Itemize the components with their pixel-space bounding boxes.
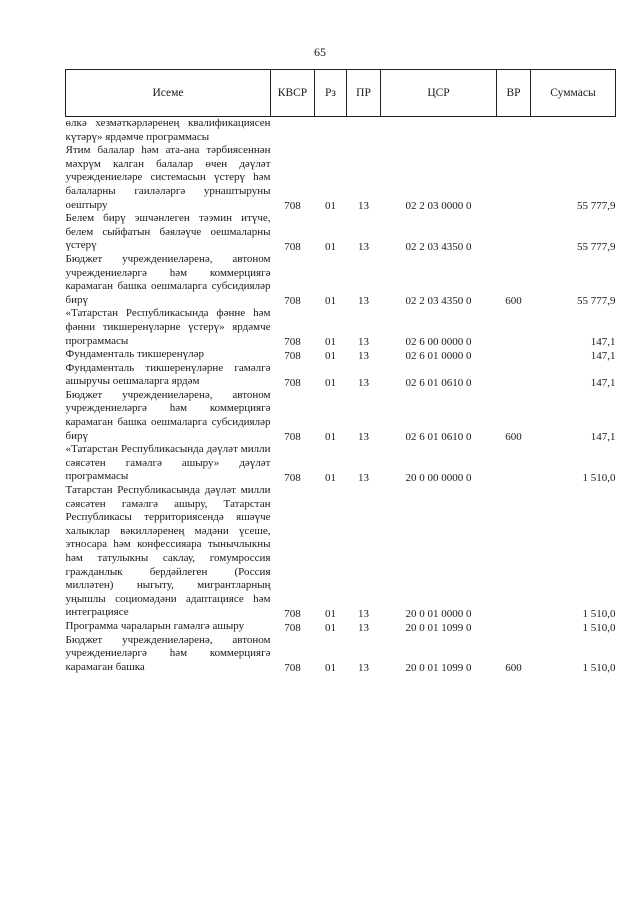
table-row [66, 484, 616, 620]
row-kvsr: 708 [284, 349, 301, 362]
page-number: 65 [314, 45, 326, 59]
row-sum: 147,1 [590, 431, 616, 444]
table-row [66, 144, 616, 212]
header-vr: ВР [497, 70, 531, 117]
row-csr: 20 0 00 0000 0 [405, 472, 472, 485]
header-pr: ПР [347, 70, 381, 117]
table-row [66, 212, 616, 253]
row-vr [497, 307, 531, 348]
row-pr: 13 [358, 472, 369, 485]
row-sum: 1 510,0 [582, 621, 616, 634]
table-row [66, 634, 616, 675]
row-kvsr: 708 [284, 607, 301, 620]
table-row [66, 117, 616, 145]
row-name: «Татарстан Республикасында дәүләт милли сәясәтен гамәлгә ашыру» дәүләт программасы [65, 443, 271, 483]
row-rz: 01 [325, 431, 336, 444]
row-pr: 13 [358, 200, 369, 213]
row-rz: 01 [325, 621, 336, 634]
row-sum: 1 510,0 [582, 472, 616, 485]
row-kvsr: 708 [284, 200, 301, 213]
row-vr: 600 [505, 295, 522, 308]
row-name: Бюджет учреждениеләренә, автоном учреждениеләргә һәм коммерциягә карамаган башка оешмаларга субсидияләр бирү [65, 252, 271, 306]
table-row [66, 443, 616, 484]
row-vr [497, 620, 531, 634]
row-name: Белем бирү эшчәнлеген тәэмин итүче, белем сыйфатын бәяләүче оешмаларны үстерү [65, 212, 271, 252]
row-rz: 01 [325, 349, 336, 362]
table-header-row [66, 70, 616, 117]
row-kvsr: 708 [284, 621, 301, 634]
row-name: өлкә хезмәткәрләренең квалификациясен күтәрү» ярдәмче программасы [65, 117, 271, 143]
row-kvsr: 708 [284, 295, 301, 308]
row-name: «Татарстан Республикасында фәнне һәм фәнни тикшеренүләрне үстерү» ярдәмче программасы [65, 307, 271, 347]
row-name: Бюджет учреждениеләренә, автоном учреждениеләргә һәм коммерциягә карамаган башка [65, 633, 271, 673]
row-rz: 01 [325, 472, 336, 485]
row-sum: 1 510,0 [582, 662, 616, 675]
header-sum: Суммасы [531, 70, 616, 117]
row-rz: 01 [325, 336, 336, 349]
row-pr: 13 [358, 336, 369, 349]
header-kvsr: КВСР [271, 70, 315, 117]
row-vr [497, 484, 531, 620]
row-csr: 20 0 01 1099 0 [405, 662, 472, 675]
row-csr: 02 2 03 4350 0 [405, 240, 472, 253]
row-pr: 13 [358, 621, 369, 634]
row-csr: 02 2 03 0000 0 [405, 200, 472, 213]
row-sum: 55 777,9 [577, 240, 616, 253]
row-vr [497, 443, 531, 484]
row-pr: 13 [358, 431, 369, 444]
row-vr [497, 212, 531, 253]
row-sum: 1 510,0 [582, 607, 616, 620]
row-vr [497, 117, 531, 145]
table-row [66, 348, 616, 362]
row-pr: 13 [358, 295, 369, 308]
header-csr: ЦСР [381, 70, 497, 117]
row-rz: 01 [325, 376, 336, 389]
row-csr: 20 0 01 0000 0 [405, 607, 472, 620]
table-row [66, 389, 616, 443]
row-name: Программа чараларын гамәлгә ашыру [65, 619, 245, 632]
budget-table [65, 69, 616, 674]
row-rz: 01 [325, 295, 336, 308]
row-rz: 01 [325, 240, 336, 253]
row-csr: 20 0 01 1099 0 [405, 621, 472, 634]
header-name: Исеме [66, 70, 271, 117]
table-row [66, 253, 616, 307]
row-rz [315, 117, 347, 145]
row-kvsr: 708 [284, 431, 301, 444]
row-pr: 13 [358, 349, 369, 362]
header-rz: Рз [315, 70, 347, 117]
row-kvsr: 708 [284, 376, 301, 389]
row-sum: 55 777,9 [577, 295, 616, 308]
row-name: Бюджет учреждениеләренә, автоном учреждениеләргә һәм коммерциягә карамаган башка оешмаларга субсидияләр бирү [65, 388, 271, 442]
row-name: Татарстан Республикасында дәүләт милли сәясәтен гамәлгә ашыру, Татарстан Республикасы территориясендә яшәүче халыклар вәкилләренең мәдәни үсеше, этносара һәм конфессияара тынычлыкны һәм татулыкны саклау, гомумроссия гражданлык бердәйлеген (Россия милләтен) ныгыту, мигрантларның уңышлы социомәдәни адаптациясе һәм интеграциясе [65, 484, 271, 619]
row-sum: 147,1 [590, 376, 616, 389]
row-sum: 55 777,9 [577, 200, 616, 213]
row-name: Фундаменталь тикшеренүләр [65, 348, 204, 361]
row-kvsr [271, 117, 315, 145]
row-pr: 13 [358, 376, 369, 389]
row-kvsr: 708 [284, 240, 301, 253]
row-csr: 02 2 03 4350 0 [405, 295, 472, 308]
row-rz: 01 [325, 200, 336, 213]
row-pr [347, 117, 381, 145]
row-vr: 600 [505, 662, 522, 675]
row-kvsr: 708 [284, 336, 301, 349]
row-csr [381, 117, 497, 145]
row-vr [497, 144, 531, 212]
row-vr [497, 362, 531, 389]
row-rz: 01 [325, 607, 336, 620]
row-vr [497, 348, 531, 362]
row-csr: 02 6 01 0610 0 [405, 376, 472, 389]
row-pr: 13 [358, 607, 369, 620]
row-csr: 02 6 01 0610 0 [405, 431, 472, 444]
row-csr: 02 6 01 0000 0 [405, 349, 472, 362]
row-vr: 600 [505, 431, 522, 444]
row-pr: 13 [358, 240, 369, 253]
row-rz: 01 [325, 662, 336, 675]
row-kvsr: 708 [284, 472, 301, 485]
table-row [66, 307, 616, 348]
row-name: Ятим балалар һәм ата-ана тәрбиясеннән мәхрүм калган балалар өчен дәүләт учреждениеләре системасын үстерү һәм балаларны гаиләләргә урнаштыруны оештыру [65, 144, 271, 211]
table-row [66, 620, 616, 634]
row-name: Фундаменталь тикшеренүләрне гамәлгә ашыручы оешмаларга ярдәм [65, 361, 271, 388]
table-row [66, 362, 616, 389]
row-pr: 13 [358, 662, 369, 675]
row-sum: 147,1 [590, 349, 616, 362]
row-kvsr: 708 [284, 662, 301, 675]
row-csr: 02 6 00 0000 0 [405, 336, 472, 349]
row-sum: 147,1 [590, 336, 616, 349]
row-sum [531, 117, 616, 145]
